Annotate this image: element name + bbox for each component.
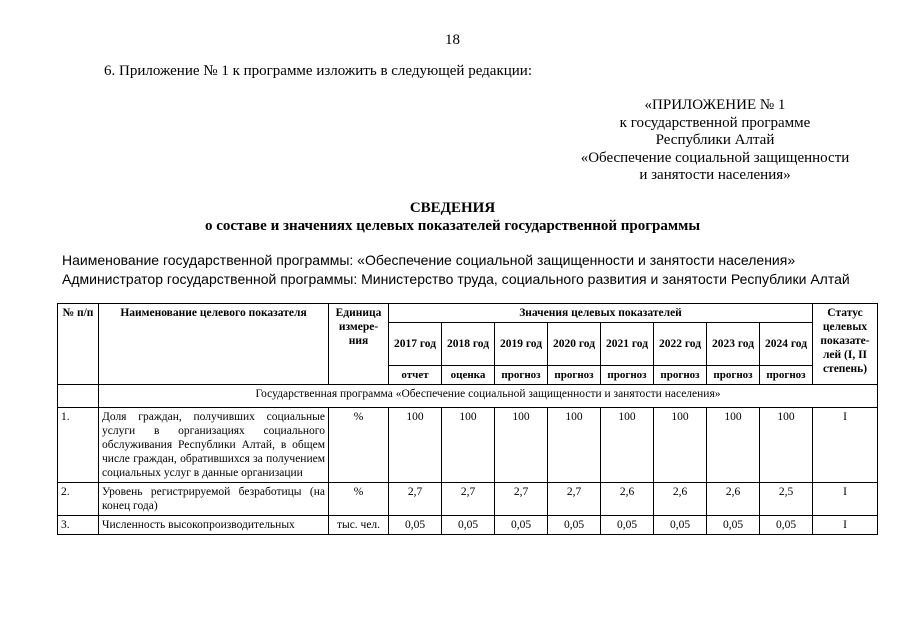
row-value: 0,05: [760, 516, 813, 535]
header-values-group: Значения целевых показателей: [389, 304, 813, 323]
header-year: 2018 год: [442, 323, 495, 366]
row-name: Уровень регистрируемой безработицы (на конец года): [99, 483, 329, 516]
row-value: 0,05: [442, 516, 495, 535]
header-value-status: прогноз: [601, 366, 654, 385]
appendix-line: «Обеспечение социальной защищенности: [580, 149, 850, 166]
section-empty-cell: [58, 385, 99, 408]
appendix-line: Республики Алтай: [655, 132, 775, 148]
row-name: Доля граждан, получивших социальные услуги в организациях социального обслуживания Республики Алтай, в общем числе граждан, обратившихся за получением социальных услуг в данные организации: [99, 408, 329, 483]
row-value: 2,5: [760, 483, 813, 516]
document-heading: [0, 200, 905, 235]
row-num: 2.: [58, 483, 99, 516]
row-unit: %: [329, 483, 389, 516]
row-value: 0,05: [654, 516, 707, 535]
header-year: 2021 год: [601, 323, 654, 366]
row-status: I: [813, 483, 878, 516]
appendix-block: [560, 97, 870, 185]
intro-paragraph: 6. Приложение № 1 к программе изложить в следующей редакции:: [104, 63, 532, 79]
page-number: 18: [445, 32, 460, 48]
row-value: 100: [601, 408, 654, 483]
row-unit: %: [329, 408, 389, 483]
row-value: 0,05: [548, 516, 601, 535]
header-year: 2017 год: [389, 323, 442, 366]
header-year: 2019 год: [495, 323, 548, 366]
row-value: 100: [442, 408, 495, 483]
header-year: 2024 год: [760, 323, 813, 366]
header-status: Статус целевых показате-лей (I, II степень): [813, 304, 878, 385]
header-num: № п/п: [58, 304, 99, 385]
row-value: 2,7: [548, 483, 601, 516]
section-row: [58, 385, 878, 408]
header-unit: Единица измере-ния: [329, 304, 389, 385]
header-value-status: прогноз: [495, 366, 548, 385]
row-unit: тыс. чел.: [329, 516, 389, 535]
row-value: 100: [760, 408, 813, 483]
row-value: 0,05: [707, 516, 760, 535]
section-title: Государственная программа «Обеспечение социальной защищенности и занятости населения»: [99, 385, 878, 408]
header-row: [58, 304, 878, 323]
table-row: [58, 516, 878, 535]
row-value: 2,6: [601, 483, 654, 516]
header-year: 2020 год: [548, 323, 601, 366]
row-value: 100: [495, 408, 548, 483]
row-status: I: [813, 516, 878, 535]
header-year: 2023 год: [707, 323, 760, 366]
row-value: 2,7: [389, 483, 442, 516]
header-value-status: прогноз: [654, 366, 707, 385]
header-year: 2022 год: [654, 323, 707, 366]
appendix-line: «ПРИЛОЖЕНИЕ № 1: [644, 97, 786, 113]
program-admin-line: Администратор государственной программы: Министерство труда, социального развития и занятости Республики Алтай: [62, 271, 850, 287]
heading-subtitle: о составе и значениях целевых показателей государственной программы: [204, 217, 701, 234]
header-value-status: прогноз: [707, 366, 760, 385]
row-value: 0,05: [601, 516, 654, 535]
header-value-status: прогноз: [760, 366, 813, 385]
appendix-line: и занятости населения»: [639, 167, 791, 183]
heading-title: СВЕДЕНИЯ: [409, 200, 496, 216]
appendix-line: к государственной программе: [619, 114, 811, 131]
header-value-status: прогноз: [548, 366, 601, 385]
row-value: 100: [707, 408, 760, 483]
target-indicators-table: [57, 303, 878, 535]
row-name: Численность высокопроизводительных: [99, 516, 329, 535]
row-value: 0,05: [389, 516, 442, 535]
program-name-line: Наименование государственной программы: «Обеспечение социальной защищенности и занятости населения»: [62, 252, 796, 268]
header-value-status: оценка: [442, 366, 495, 385]
row-value: 100: [654, 408, 707, 483]
header-value-status: отчет: [389, 366, 442, 385]
header-name: Наименование целевого показателя: [99, 304, 329, 385]
row-value: 100: [389, 408, 442, 483]
row-value: 100: [548, 408, 601, 483]
row-num: 1.: [58, 408, 99, 483]
row-num: 3.: [58, 516, 99, 535]
row-value: 2,7: [495, 483, 548, 516]
table-row: [58, 483, 878, 516]
row-value: 0,05: [495, 516, 548, 535]
row-value: 2,6: [654, 483, 707, 516]
row-value: 2,7: [442, 483, 495, 516]
table-row: [58, 408, 878, 483]
row-value: 2,6: [707, 483, 760, 516]
row-status: I: [813, 408, 878, 483]
